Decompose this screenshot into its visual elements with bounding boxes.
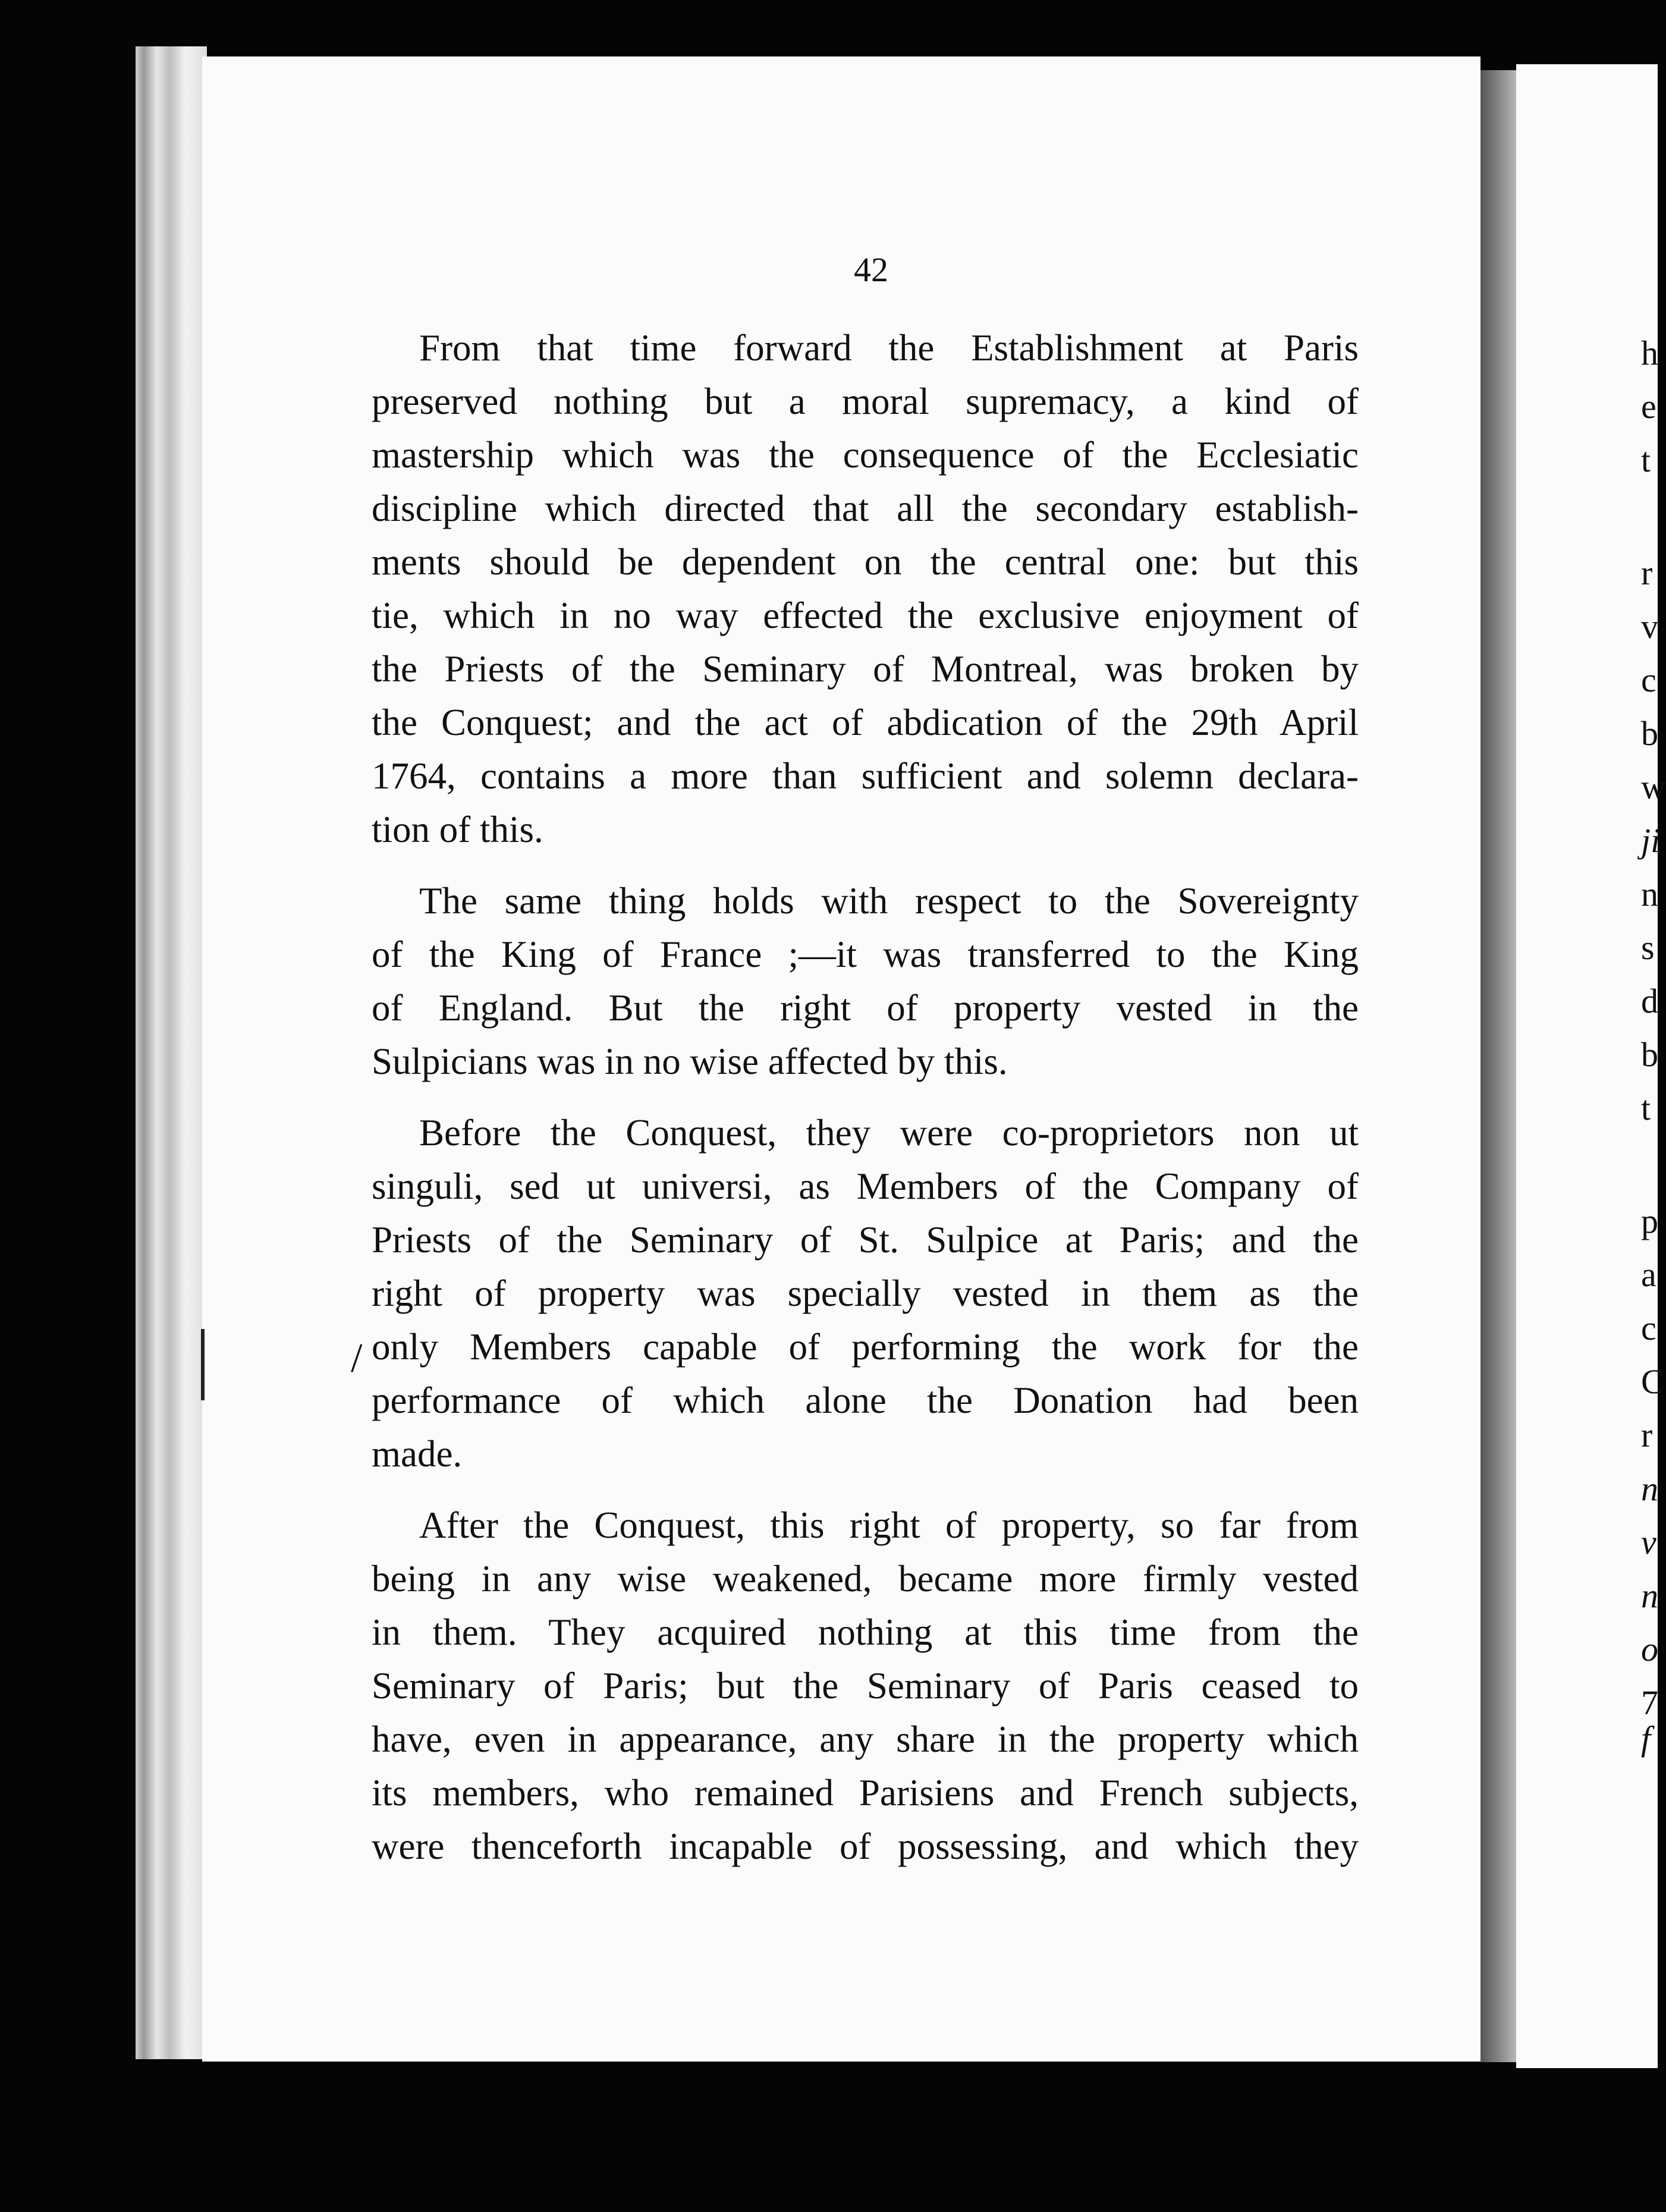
- text-line: Before the Conquest, they were co-proprietors non ut: [419, 1112, 1359, 1154]
- text-line: tion of this.: [372, 809, 543, 850]
- text-line: preserved nothing but a moral supremacy, a kind of: [372, 381, 1359, 422]
- fragment: ji: [1641, 821, 1661, 860]
- fragment: 7: [1641, 1683, 1658, 1722]
- paragraph: [372, 874, 1359, 1088]
- fragment: s: [1641, 928, 1655, 967]
- fragment: r: [1641, 554, 1653, 592]
- facing-page-text: [1641, 333, 1666, 1758]
- text-line: Priests of the Seminary of St. Sulpice at Paris; and the: [372, 1219, 1359, 1261]
- fragment: f: [1641, 1719, 1651, 1758]
- fragment: o: [1641, 1630, 1658, 1669]
- text-line: right of property was specially vested in them as the: [372, 1272, 1359, 1314]
- text-line: its members, who remained Parisiens and French subjects,: [372, 1772, 1359, 1814]
- fragment: b: [1641, 714, 1658, 753]
- fragment: n: [1641, 1576, 1658, 1615]
- text-line: Sulpicians was in no wise affected by this.: [372, 1041, 1008, 1082]
- paragraph: [372, 1106, 1359, 1481]
- fragment: a: [1641, 1255, 1656, 1294]
- text-line: made.: [372, 1433, 463, 1475]
- text-line: Seminary of Paris; but the Seminary of Paris ceased to: [372, 1665, 1359, 1707]
- fragment: t: [1641, 1089, 1651, 1127]
- fragment: v: [1641, 1523, 1656, 1561]
- fragment: t: [1641, 441, 1651, 479]
- fragment: w: [1641, 768, 1666, 806]
- fragment: v: [1641, 607, 1658, 646]
- margin-mark: /: [351, 1336, 363, 1381]
- text-line: of England. But the right of property vested in the: [372, 987, 1359, 1029]
- text-line: singuli, sed ut universi, as Members of the Company of: [372, 1165, 1359, 1207]
- text-line: tie, which in no way effected the exclusive enjoyment of: [372, 595, 1359, 636]
- paragraph: [372, 321, 1359, 856]
- text-line: performance of which alone the Donation had been: [372, 1380, 1359, 1421]
- text-line: After the Conquest, this right of property, so far from: [419, 1504, 1359, 1546]
- fragment: r: [1641, 1416, 1653, 1454]
- fragment: n: [1641, 1469, 1658, 1508]
- text-line: only Members capable of performing the work for the: [372, 1326, 1359, 1368]
- text-line: From that time forward the Establishment at Paris: [419, 327, 1359, 369]
- fragment: n: [1641, 875, 1658, 913]
- text-line: The same thing holds with respect to the Sovereignty: [419, 880, 1359, 922]
- text-line: mastership which was the consequence of the Ecclesiatic: [372, 434, 1359, 476]
- fragment: b: [1641, 1035, 1658, 1074]
- paragraph: [372, 1498, 1359, 1873]
- fragment: h: [1641, 334, 1658, 372]
- text-line: in them. They acquired nothing at this time from the: [372, 1611, 1359, 1653]
- paragraph-gap: [372, 856, 1359, 874]
- text-line: ments should be dependent on the central one: but this: [372, 541, 1359, 583]
- text-line: were thenceforth incapable of possessing, and which they: [372, 1825, 1359, 1867]
- fragment: c: [1641, 1309, 1656, 1347]
- paragraph-gap: [372, 1088, 1359, 1106]
- text-line: have, even in appearance, any share in the property which: [372, 1718, 1359, 1760]
- text-line: the Priests of the Seminary of Montreal, was broken by: [372, 648, 1359, 690]
- text-line: the Conquest; and the act of abdication of the 29th April: [372, 702, 1359, 743]
- fragment: C: [1641, 1362, 1664, 1401]
- fragment: d: [1641, 982, 1658, 1020]
- paragraph-gap: [372, 1481, 1359, 1498]
- binding-mark: [201, 1329, 205, 1400]
- book-page-edge: [136, 46, 207, 2059]
- text-line: of the King of France ;—it was transferred to the King: [372, 934, 1359, 975]
- fragment: p: [1641, 1202, 1658, 1240]
- text-line: 1764, contains a more than sufficient and solemn declara-: [372, 755, 1359, 797]
- text-line: discipline which directed that all the secondary establish-: [372, 488, 1359, 529]
- page-body: [372, 321, 1359, 1873]
- page-number: 42: [854, 250, 888, 289]
- text-line: being in any wise weakened, became more firmly vested: [372, 1558, 1359, 1600]
- fragment: e: [1641, 387, 1656, 426]
- facing-page: [1516, 64, 1661, 2068]
- fragment: c: [1641, 661, 1656, 699]
- gutter-shadow: [1480, 70, 1516, 2062]
